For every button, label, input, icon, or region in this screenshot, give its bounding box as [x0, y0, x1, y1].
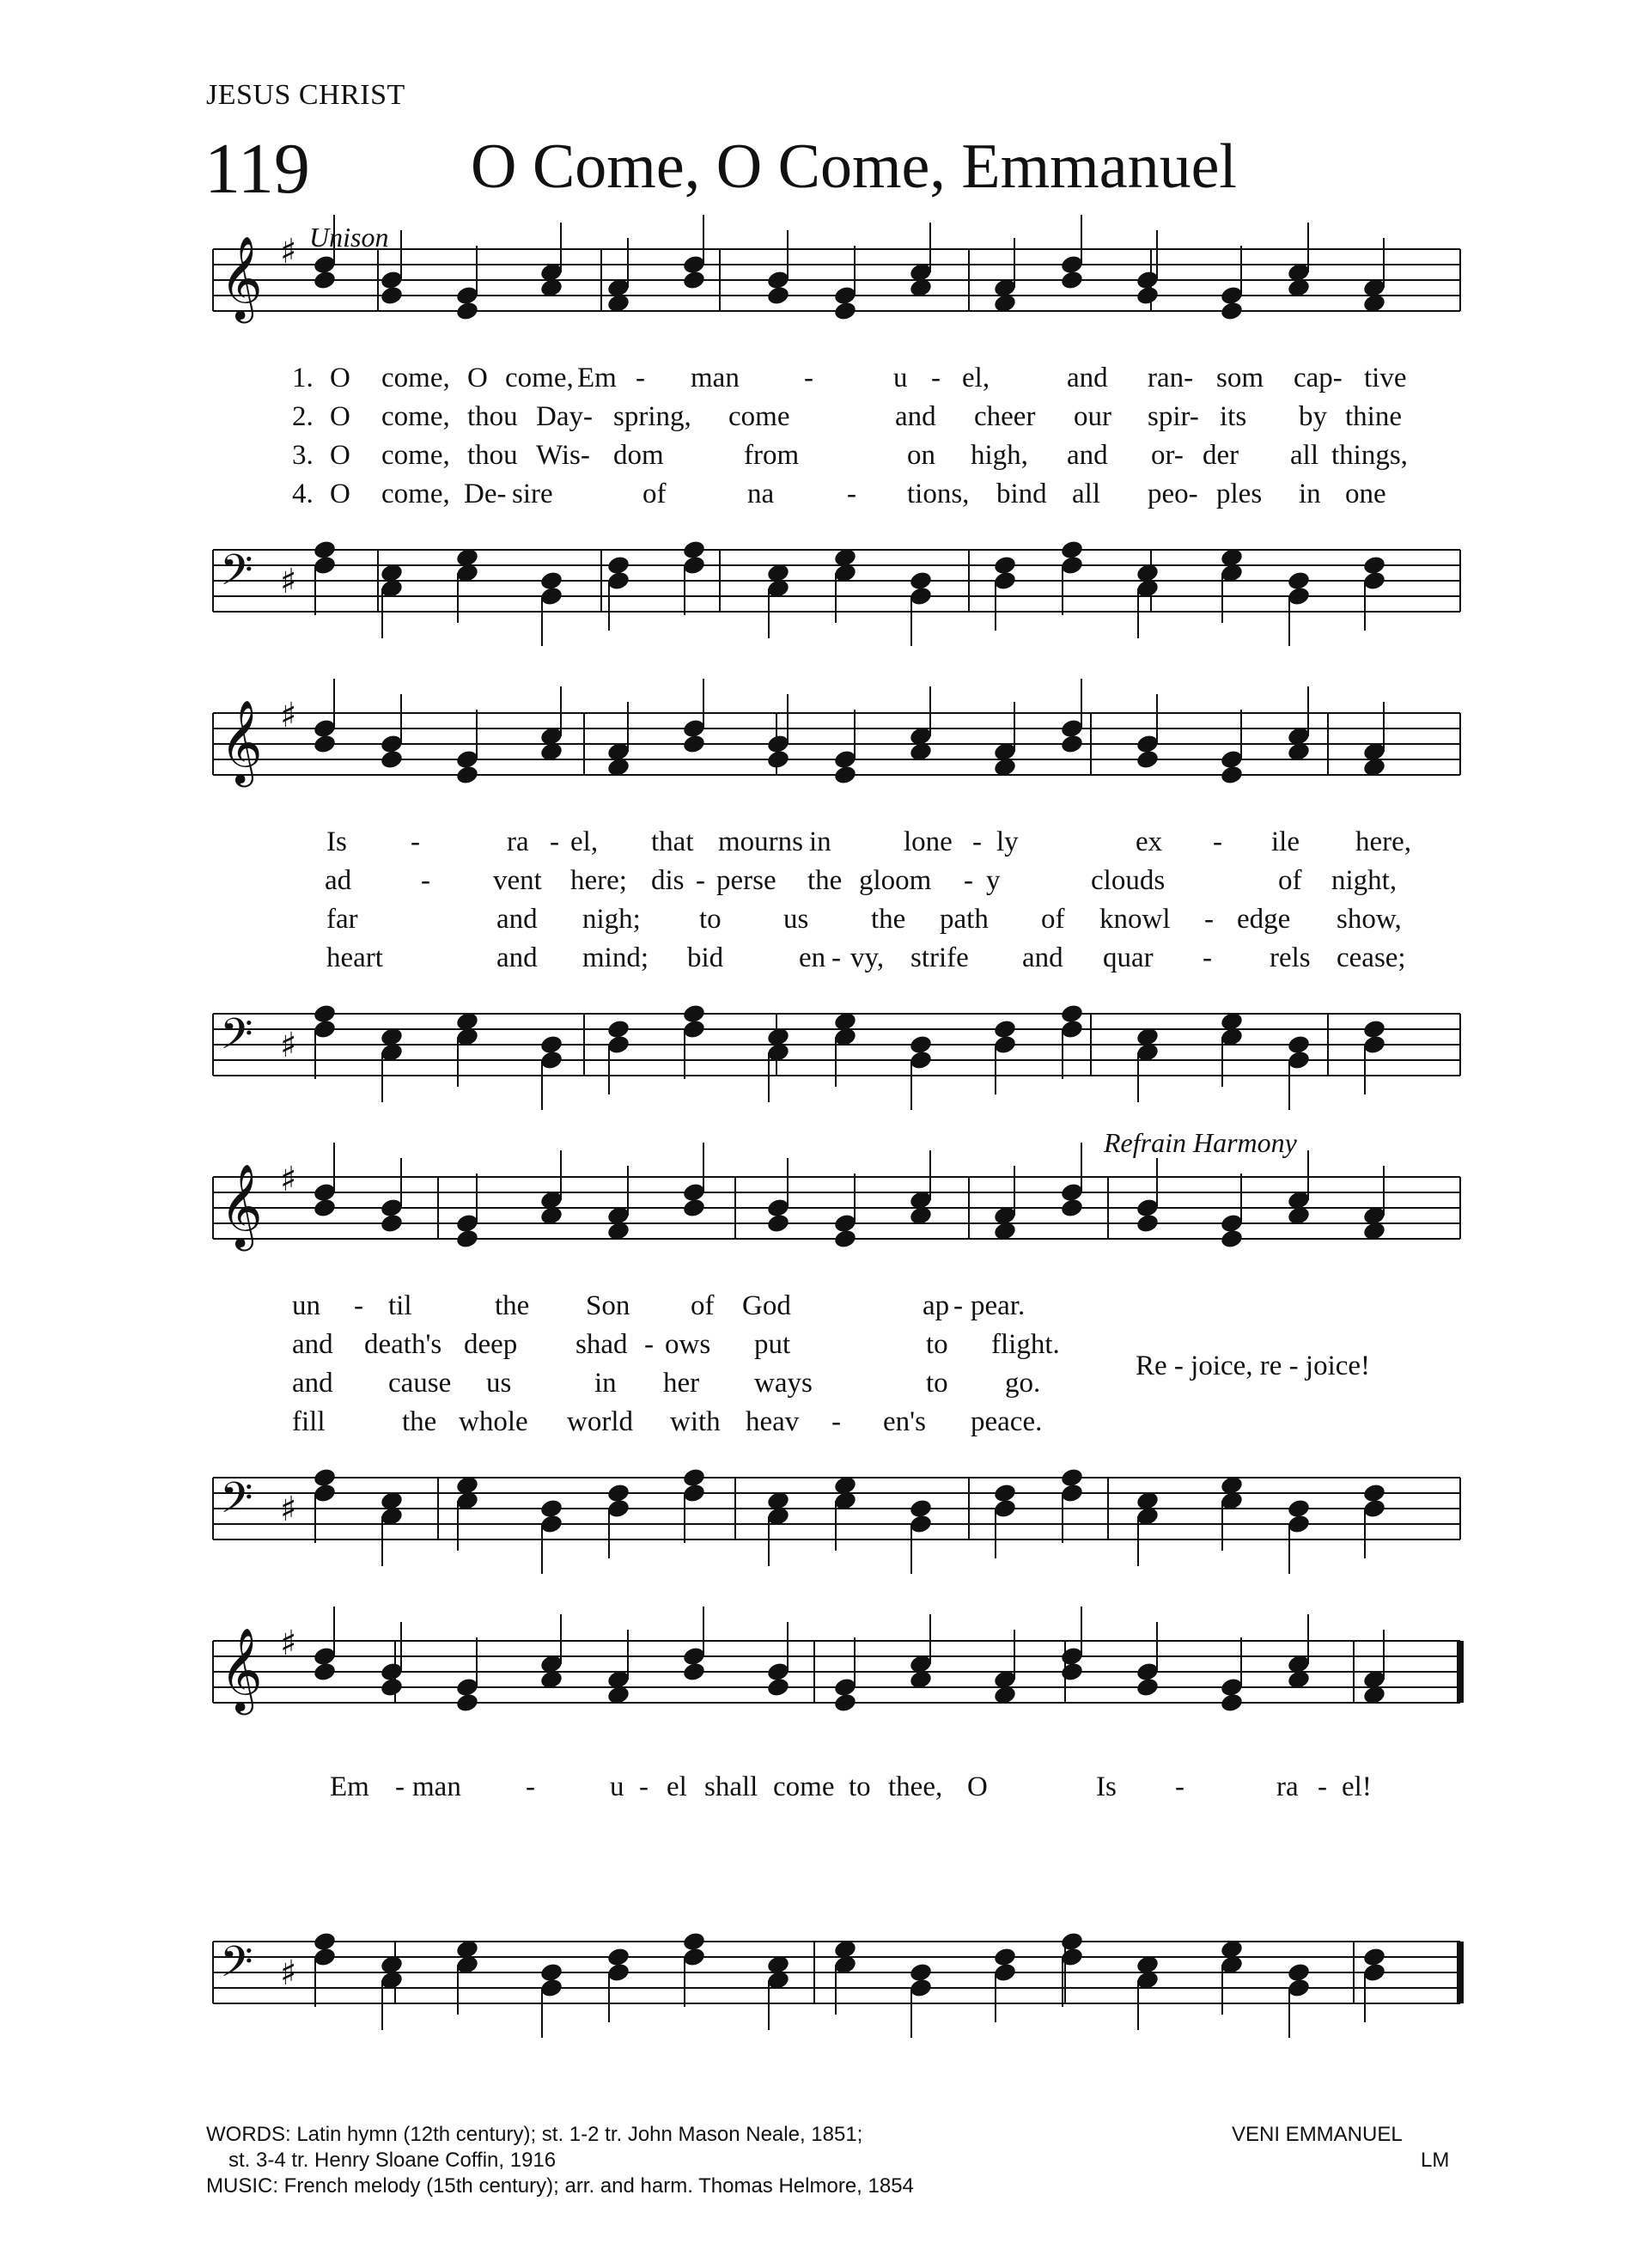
- note-head: [1136, 748, 1160, 770]
- hymn-number: 119: [204, 129, 310, 209]
- note-head: [833, 300, 858, 321]
- refrain-lyric: Re - joice, re - joice!: [1136, 1350, 1371, 1381]
- lyrics-s3-stanza3: and cause us in her ways to go.: [292, 1368, 1041, 1399]
- note-head: [909, 1961, 934, 1983]
- lyrics-s1-stanza2: 2. O come, thou Day- spring, come and cheer our spir- its by thine: [292, 401, 1402, 432]
- note-head: [313, 1003, 338, 1024]
- note-head: [455, 300, 480, 321]
- note-head: [539, 1497, 564, 1519]
- note-head: [682, 539, 707, 560]
- lyrics-s4: Em - man - u - el shall come to thee, O Is - ra - el!: [330, 1771, 1372, 1802]
- note-head: [682, 733, 707, 754]
- note-head: [833, 1692, 858, 1713]
- note-head: [833, 1228, 858, 1249]
- note-head: [993, 554, 1018, 576]
- note-head: [682, 1197, 707, 1218]
- section-heading: JESUS CHRIST: [206, 79, 405, 111]
- tune-name: VENI EMMANUEL: [1232, 2123, 1403, 2146]
- lyrics-s2-stanza2: ad - vent here; dis - perse the gloom - y clouds of night,: [325, 865, 1398, 896]
- key-signature-sharp: ♯: [280, 1160, 297, 1199]
- key-signature-sharp: ♯: [280, 232, 297, 271]
- note-head: [455, 1692, 480, 1713]
- note-head: [1287, 1033, 1312, 1055]
- meter: LM: [1421, 2149, 1450, 2172]
- treble-clef: 𝄞: [220, 235, 263, 320]
- treble-clef: 𝄞: [220, 699, 263, 783]
- note-head: [993, 1482, 1018, 1503]
- treble-clef: 𝄞: [220, 1627, 263, 1711]
- note-head: [909, 1033, 934, 1055]
- lyrics-s1-stanza3: 3. O come, thou Wis- dom from on high, and or- der all things,: [292, 440, 1408, 471]
- note-head: [1060, 1466, 1085, 1488]
- lyrics-s1-stanza4: 4. O come, De- sire of na - tions, bind all peo- ples in one: [292, 479, 1386, 509]
- note-head: [1060, 1661, 1085, 1682]
- note-head: [1060, 1003, 1085, 1024]
- key-signature-sharp: ♯: [280, 1954, 297, 1993]
- note-head: [539, 570, 564, 591]
- note-head: [682, 269, 707, 290]
- note-head: [1220, 1692, 1245, 1713]
- key-signature-sharp: ♯: [280, 1490, 297, 1529]
- note-head: [766, 1676, 791, 1698]
- note-head: [1362, 1482, 1387, 1503]
- note-head: [766, 1212, 791, 1234]
- lyrics-s2-stanza1: Is - ra - el, that mourns in lone - ly ex - ile here,: [326, 826, 1412, 857]
- note-head: [313, 269, 338, 290]
- note-head: [993, 1018, 1018, 1040]
- note-head: [1220, 1228, 1245, 1249]
- note-head: [1060, 733, 1085, 754]
- note-head: [682, 1930, 707, 1952]
- music-credit: MUSIC: French melody (15th century); arr. and harm. Thomas Helmore, 1854: [206, 2174, 914, 2198]
- bass-clef: 𝄢: [220, 546, 253, 606]
- note-head: [606, 554, 631, 576]
- note-head: [1060, 1197, 1085, 1218]
- note-head: [993, 1946, 1018, 1967]
- lyrics-s2-stanza3: far and nigh; to us the path of knowl - edge show,: [326, 904, 1402, 935]
- treble-clef: 𝄞: [220, 1163, 263, 1247]
- key-signature-sharp: ♯: [280, 1624, 297, 1663]
- note-head: [313, 733, 338, 754]
- note-head: [1362, 1018, 1387, 1040]
- note-head: [909, 570, 934, 591]
- note-head: [1136, 1676, 1160, 1698]
- note-head: [539, 1033, 564, 1055]
- note-head: [1362, 1946, 1387, 1967]
- note-head: [1287, 1497, 1312, 1519]
- note-head: [313, 1930, 338, 1952]
- lyrics-s3-stanza4: fill the whole world with heav - en's peace.: [292, 1406, 1043, 1437]
- bass-clef: 𝄢: [220, 1473, 253, 1533]
- note-head: [682, 1003, 707, 1024]
- lyrics-s3-stanza1: un - til the Son of God ap - pear.: [292, 1290, 1026, 1321]
- note-head: [455, 1228, 480, 1249]
- bass-clef: 𝄢: [220, 1009, 253, 1070]
- hymn-title: O Come, O Come, Emmanuel: [471, 131, 1237, 202]
- note-head: [909, 1497, 934, 1519]
- note-head: [1136, 1212, 1160, 1234]
- note-head: [606, 1946, 631, 1967]
- note-head: [1136, 284, 1160, 306]
- note-head: [1287, 1961, 1312, 1983]
- note-head: [380, 1676, 405, 1698]
- note-head: [1220, 300, 1245, 321]
- note-head: [313, 1466, 338, 1488]
- note-head: [1287, 570, 1312, 591]
- refrain-harmony-marking: Refrain Harmony: [1104, 1127, 1297, 1158]
- words-credit-line2: st. 3-4 tr. Henry Sloane Coffin, 1916: [228, 2149, 557, 2172]
- note-head: [766, 284, 791, 306]
- note-head: [313, 539, 338, 560]
- note-head: [455, 764, 480, 785]
- note-head: [380, 1212, 405, 1234]
- note-head: [833, 764, 858, 785]
- lyrics-s3-stanza2: and death's deep shad - ows put to flight.: [292, 1329, 1060, 1360]
- note-head: [380, 284, 405, 306]
- note-head: [1362, 554, 1387, 576]
- note-head: [539, 1961, 564, 1983]
- note-head: [380, 748, 405, 770]
- key-signature-sharp: ♯: [280, 1026, 297, 1065]
- note-head: [1220, 764, 1245, 785]
- note-head: [606, 1018, 631, 1040]
- words-credit: WORDS: Latin hymn (12th century); st. 1-2 tr. John Mason Neale, 1851;: [206, 2123, 863, 2146]
- note-head: [1060, 269, 1085, 290]
- note-head: [682, 1466, 707, 1488]
- unison-marking: Unison: [309, 222, 389, 253]
- bass-clef: 𝄢: [220, 1937, 253, 1997]
- key-signature-sharp: ♯: [280, 562, 297, 601]
- note-head: [682, 1661, 707, 1682]
- lyrics-s2-stanza4: heart and mind; bid en - vy, strife and quar - rels cease;: [326, 942, 1406, 973]
- note-head: [313, 1197, 338, 1218]
- note-head: [313, 1661, 338, 1682]
- key-signature-sharp: ♯: [280, 696, 297, 735]
- lyrics-s1-stanza1: 1. O come, O come, Em - man - u - el, and ran- som cap- tive: [292, 363, 1407, 393]
- note-head: [1060, 1930, 1085, 1952]
- note-head: [1060, 539, 1085, 560]
- note-head: [606, 1482, 631, 1503]
- note-head: [766, 748, 791, 770]
